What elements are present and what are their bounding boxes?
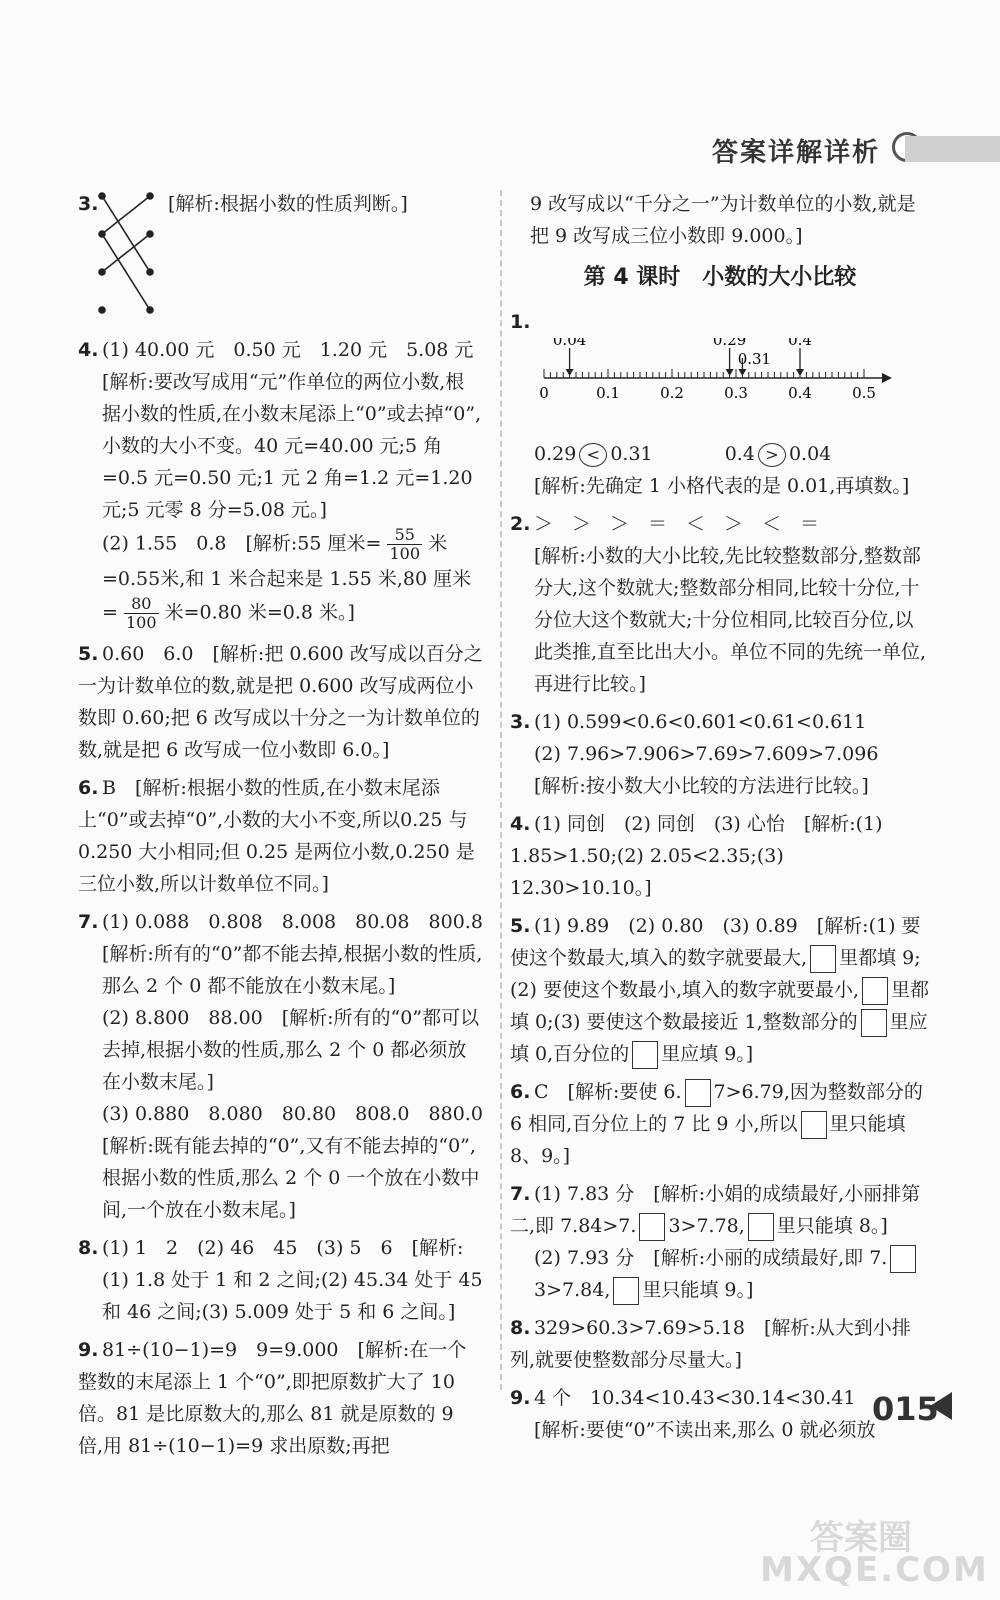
denominator: 100 bbox=[125, 613, 157, 632]
question-number: 5. bbox=[510, 915, 531, 937]
analysis-text: [解析:所有的“0”都不能去掉,根据小数的性质,那么 2 个 0 都不能放在小数末尾。] bbox=[102, 943, 483, 997]
marker-arrow-icon bbox=[726, 369, 734, 376]
text-segment: C [解析:要使 6. bbox=[534, 1081, 682, 1103]
answer-text: ＞ ＞ ＞ ＝ ＜ ＞ ＜ ＝ bbox=[534, 513, 820, 535]
comparison-left: 0.29 bbox=[534, 443, 577, 465]
question-number: 8. bbox=[510, 1317, 531, 1339]
marker-arrow-icon bbox=[738, 369, 746, 376]
tick-label: 0.4 bbox=[788, 384, 812, 402]
answer-text: 0.60 6.0 [解析:把 0.600 改写成以百分之一为计数单位的数,就是把 0.600 改写成两位小数即 0.60;把 6 改写成以十分之一为计数单位的数,就是把 6 改写成一位小数即 6.0。] bbox=[78, 643, 483, 761]
analysis-text: (1) 1.8 处于 1 和 2 之间;(2) 45.34 处于 45 和 46 之间;(3) 5.009 处于 5 和 6 之间。] bbox=[102, 1269, 483, 1323]
number-line bbox=[534, 338, 930, 438]
question-2 bbox=[510, 508, 930, 700]
text-segment: 里应填 0,百分位的 bbox=[510, 1011, 928, 1065]
matching-lines-diagram bbox=[94, 188, 164, 328]
answer-text: (2) 7.96>7.906>7.69>7.609>7.096 bbox=[534, 743, 879, 765]
question-5 bbox=[78, 638, 483, 766]
blank-box bbox=[639, 1213, 665, 1241]
question-number: 9. bbox=[78, 1339, 99, 1361]
analysis-text: [解析:要改写成用“元”作单位的两位小数,根据小数的性质,在小数末尾添上“0”或去掉“0”,小数的大小不变。40 元=40.00 元;5 角=0.5 元=0.50 元;1 元 2 角=1.2 元=1.20 元;5 元零 8 分=5.08 元。] bbox=[102, 371, 482, 521]
page-arrow-icon bbox=[930, 1392, 952, 1420]
question-4 bbox=[78, 334, 483, 632]
answer-text: (3) 0.880 8.080 80.80 808.0 880.0 bbox=[102, 1103, 483, 1125]
marker-label: 0.4 bbox=[788, 338, 812, 349]
question-number: 5. bbox=[78, 643, 99, 665]
number-line-svg bbox=[534, 338, 914, 408]
answer-text: 329>60.3>7.69>5.18 [解析:从大到小排列,就要使整数部分尽量大。] bbox=[510, 1317, 911, 1371]
continued-text: 9 改写成以“千分之一”为计数单位的小数,就是把 9 改写成三位小数即 9.000。] bbox=[530, 193, 916, 247]
text-segment: 3>7.84, bbox=[534, 1279, 611, 1301]
question-9-right bbox=[510, 1382, 930, 1446]
answer-text: (1) 1 2 (2) 46 45 (3) 5 6 [解析: bbox=[102, 1237, 464, 1259]
question-8-right bbox=[510, 1312, 930, 1376]
text-segment: 里只能填 8、9。] bbox=[510, 1113, 906, 1167]
text-segment: 里都填 0;(3) 要使这个数最接近 1,整数部分的 bbox=[510, 979, 930, 1033]
question-number: 3. bbox=[78, 193, 99, 215]
column-divider bbox=[500, 190, 502, 1390]
question-3-right bbox=[510, 706, 930, 802]
question-5-right bbox=[510, 910, 930, 1070]
watermark-logo: 答案圈 bbox=[810, 1518, 912, 1558]
question-number: 7. bbox=[510, 1183, 531, 1205]
tick-label: 0 bbox=[539, 384, 549, 402]
answer-text: (1) 0.599<0.6<0.601<0.61<0.611 bbox=[534, 711, 867, 733]
question-number: 1. bbox=[510, 311, 531, 333]
analysis-text: [解析:既有能去掉的“0”,又有不能去掉的“0”,根据小数的性质,那么 2 个 0 一个放在小数中间,一个放在小数末尾。] bbox=[102, 1135, 480, 1221]
analysis-text: [解析:先确定 1 小格代表的是 0.01,再填数。] bbox=[534, 475, 910, 497]
text-segment: 里都填 9;(2) 要使这个数最小,填入的数字就要最小, bbox=[510, 947, 921, 1001]
right-column bbox=[510, 188, 930, 1452]
question-6-right bbox=[510, 1076, 930, 1172]
text-segment: 里只能填 8。] bbox=[776, 1215, 888, 1237]
text-segment: (1) 7.83 分 [解析:小娟的成绩最好,小丽排第二,即 7.84>7. bbox=[510, 1183, 921, 1237]
marker-label: 0.29 bbox=[712, 338, 747, 349]
question-6 bbox=[78, 772, 483, 900]
question-8 bbox=[78, 1232, 483, 1328]
marker-arrow-icon bbox=[566, 369, 574, 376]
question-number: 6. bbox=[510, 1081, 531, 1103]
answer-text bbox=[510, 1242, 930, 1306]
text-segment: (1) 9.89 (2) 0.80 (3) 0.89 [解析:(1) 要使这个数最大,填入的数字就要最大, bbox=[510, 915, 921, 969]
text-segment: (2) 7.93 分 [解析:小丽的成绩最好,即 7. bbox=[534, 1247, 888, 1269]
fraction bbox=[124, 595, 159, 632]
question-3 bbox=[78, 188, 483, 328]
question-number: 4. bbox=[78, 339, 99, 361]
blank-box bbox=[613, 1277, 639, 1305]
comparison-left: 0.4 bbox=[724, 443, 755, 465]
page-number: 015 bbox=[872, 1390, 939, 1428]
text-segment: 7>6.79,因为整数部分的 6 相同,百分位上的 7 比 9 小,所以 bbox=[510, 1081, 923, 1135]
blank-box bbox=[632, 1041, 658, 1069]
answer-text bbox=[78, 526, 483, 632]
answer-text: 81÷(10−1)=9 9=9.000 [解析:在一个整数的末尾添上 1 个“0”,即把原数扩大了 10 倍。81 是比原数大的,那么 81 就是原数的 9 倍,用 81÷(10−1)=9 求出原数;再把 bbox=[78, 1339, 467, 1457]
tick-label: 0.2 bbox=[660, 384, 684, 402]
text-segment: 3>7.78, bbox=[668, 1215, 745, 1237]
answer-text: 4 个 10.34<10.43<30.14<30.41 bbox=[534, 1387, 856, 1409]
text-segment: 米=0.55米,和 1 米合起来是 1.55 米,80 厘米= bbox=[102, 532, 472, 624]
question-number: 7. bbox=[78, 911, 99, 933]
marker-label: 0.04 bbox=[552, 338, 587, 349]
blank-box bbox=[801, 1111, 827, 1139]
question-number: 3. bbox=[510, 711, 531, 733]
marker-label: 0.31 bbox=[737, 350, 772, 368]
analysis-text: [解析:要使“0”不读出来,那么 0 就必须放 bbox=[534, 1419, 876, 1441]
analysis-text: [解析:小数的大小比较,先比较整数部分,整数部分大,这个数就大;整数部分相同,比较十分位,十分位大这个数就大;十分位相同,比较百分位,以此类推,直至比出大小。单位不同的先统一单位,再进行比较。] bbox=[534, 545, 927, 695]
question-9 bbox=[78, 1334, 483, 1462]
question-number: 6. bbox=[78, 777, 99, 799]
blank-box bbox=[748, 1213, 774, 1241]
blank-box bbox=[862, 977, 888, 1005]
answer-text: (1) 40.00 元 0.50 元 1.20 元 5.08 元 bbox=[102, 339, 474, 361]
comparison-row bbox=[510, 438, 930, 470]
answer-text: (2) 8.800 88.00 [解析:所有的“0”都可以去掉,根据小数的性质,那么 2 个 0 都必须放在小数末尾。] bbox=[102, 1007, 480, 1093]
question-7 bbox=[78, 906, 483, 1226]
comparison-circle: > bbox=[758, 443, 786, 467]
text-segment: 里只能填 9。] bbox=[642, 1279, 754, 1301]
comparison-right: 0.31 bbox=[610, 443, 653, 465]
question-number: 2. bbox=[510, 513, 531, 535]
numerator: 80 bbox=[124, 595, 159, 614]
tick-label: 0.1 bbox=[596, 384, 620, 402]
blank-box bbox=[890, 1245, 916, 1273]
header-title: 答案详解详析 bbox=[711, 138, 880, 168]
answer-text: (1) 0.088 0.808 8.008 80.08 800.8 bbox=[102, 911, 483, 933]
analysis-text: [解析:按小数大小比较的方法进行比较。] bbox=[534, 775, 869, 797]
marker-arrow-icon bbox=[796, 369, 804, 376]
answer-text: (1) 同创 (2) 同创 (3) 心怡 [解析:(1) 1.85>1.50;(2) 2.05<2.35;(3) 12.30>10.10。] bbox=[510, 813, 883, 899]
question-number: 9. bbox=[510, 1387, 531, 1409]
left-column bbox=[78, 188, 483, 1468]
denominator: 100 bbox=[389, 544, 421, 563]
comparison-right: 0.04 bbox=[788, 443, 832, 465]
tick-label: 0.3 bbox=[724, 384, 748, 402]
question-number: 4. bbox=[510, 813, 531, 835]
text-segment: 里应填 9。] bbox=[661, 1043, 754, 1065]
question-1 bbox=[510, 306, 930, 502]
watermark-url: MXQE.COM bbox=[760, 1550, 989, 1590]
text-segment: 米=0.80 米=0.8 米。] bbox=[164, 601, 355, 624]
header-bar bbox=[905, 136, 1000, 162]
tick-label: 0.5 bbox=[852, 384, 876, 402]
analysis-text: [解析:根据小数的性质判断。] bbox=[168, 193, 408, 215]
numerator: 55 bbox=[387, 526, 422, 545]
blank-box bbox=[861, 1009, 887, 1037]
arrow-head-icon bbox=[882, 373, 892, 383]
blank-box bbox=[685, 1079, 711, 1107]
blank-box bbox=[810, 945, 836, 973]
text-segment: (2) 1.55 0.8 [解析:55 厘米= bbox=[102, 532, 382, 555]
answer-text: B [解析:根据小数的性质,在小数末尾添上“0”或去掉“0”,小数的大小不变,所以0.25 与 0.250 大小相同;但 0.25 是两位小数,0.250 是三位小数,所以计数单位不同。] bbox=[78, 777, 475, 895]
fraction bbox=[387, 526, 422, 563]
question-4-right bbox=[510, 808, 930, 904]
question-7-right bbox=[510, 1178, 930, 1306]
comparison-circle: < bbox=[579, 443, 607, 467]
section-title: 第 4 课时 小数的大小比较 bbox=[583, 265, 857, 290]
question-number: 8. bbox=[78, 1237, 99, 1259]
